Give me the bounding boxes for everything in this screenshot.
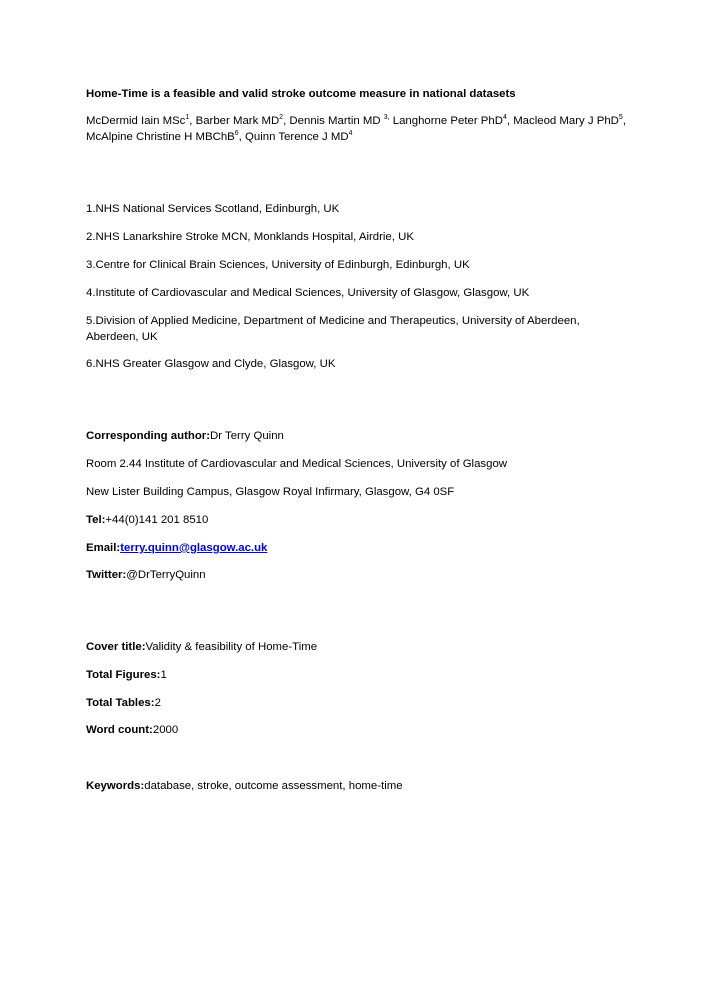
corresponding-author-name: Dr Terry Quinn bbox=[210, 430, 284, 442]
word-count-value: 2000 bbox=[152, 724, 179, 736]
author: Macleod Mary J PhD$^5$, bbox=[513, 114, 626, 127]
corresponding-author bbox=[86, 428, 284, 444]
telephone-value: +44(0)141 201 8510 bbox=[105, 514, 209, 526]
affiliation-4: 4.Institute of Cardiovascular and Medical Sciences, University of Glasgow, Glasgow, UK bbox=[86, 287, 530, 299]
affiliation-1: 1.NHS National Services Scotland, Edinburgh, UK bbox=[86, 203, 340, 215]
keywords-label: Keywords: bbox=[86, 780, 145, 792]
telephone bbox=[86, 512, 208, 528]
affiliation-2: 2.NHS Lanarkshire Stroke MCN, Monklands Hospital, Airdrie, UK bbox=[86, 231, 414, 243]
email-link[interactable]: terry.quinn@glasgow.ac.uk bbox=[120, 542, 268, 554]
email bbox=[86, 540, 267, 556]
address-line-2: New Lister Building Campus, Glasgow Royal Infirmary, Glasgow, G4 0SF bbox=[86, 486, 455, 498]
author: Quinn Terence J $MD^4$ bbox=[245, 130, 353, 143]
affiliation-6: 6.NHS Greater Glasgow and Clyde, Glasgow, UK bbox=[86, 358, 336, 370]
affiliation-5: 5.Division of Applied Medicine, Department of Medicine and Therapeutics, University of Aberdeen, Aberdeen, UK bbox=[86, 315, 580, 343]
word-count-label: Word count: bbox=[86, 724, 153, 736]
telephone-label: Tel: bbox=[86, 514, 106, 526]
author: Barber Mark $MD^2$, bbox=[195, 114, 290, 127]
corresponding-author-label: Corresponding author: bbox=[86, 430, 211, 442]
email-label: Email: bbox=[86, 542, 121, 554]
twitter-handle: @DrTerryQuinn bbox=[126, 569, 206, 581]
word-count bbox=[86, 722, 178, 738]
total-figures-value: 1 bbox=[160, 669, 167, 681]
total-tables-label: Total Tables: bbox=[86, 697, 155, 709]
total-figures-label: Total Figures: bbox=[86, 669, 161, 681]
author: McDermid Iain MSc$^1$, bbox=[86, 114, 196, 127]
paper-title: Home-Time is a feasible and valid stroke outcome measure in national datasets bbox=[86, 88, 516, 100]
cover-title-label: Cover title: bbox=[86, 641, 146, 653]
author-list bbox=[86, 113, 626, 145]
author: Langhorne Peter PhD$^4$, bbox=[392, 114, 514, 127]
keywords-value: database, stroke, outcome assessment, home-time bbox=[144, 780, 403, 792]
keywords bbox=[86, 778, 403, 794]
author: Dennis Martin MD $^{3,}$ bbox=[289, 114, 390, 127]
twitter bbox=[86, 567, 206, 583]
affiliation-3: 3.Centre for Clinical Brain Sciences, University of Edinburgh, Edinburgh, UK bbox=[86, 259, 470, 271]
twitter-label: Twitter: bbox=[86, 569, 127, 581]
cover-title bbox=[86, 639, 317, 655]
address-line-1: Room 2.44 Institute of Cardiovascular and Medical Sciences, University of Glasgow bbox=[86, 458, 508, 470]
total-tables-value: 2 bbox=[154, 697, 161, 709]
total-figures bbox=[86, 667, 167, 683]
author: McAlpine Christine H MBChB$^6$, bbox=[86, 130, 246, 143]
total-tables bbox=[86, 695, 161, 711]
cover-title-value: Validity & feasibility of Home-Time bbox=[145, 641, 318, 653]
